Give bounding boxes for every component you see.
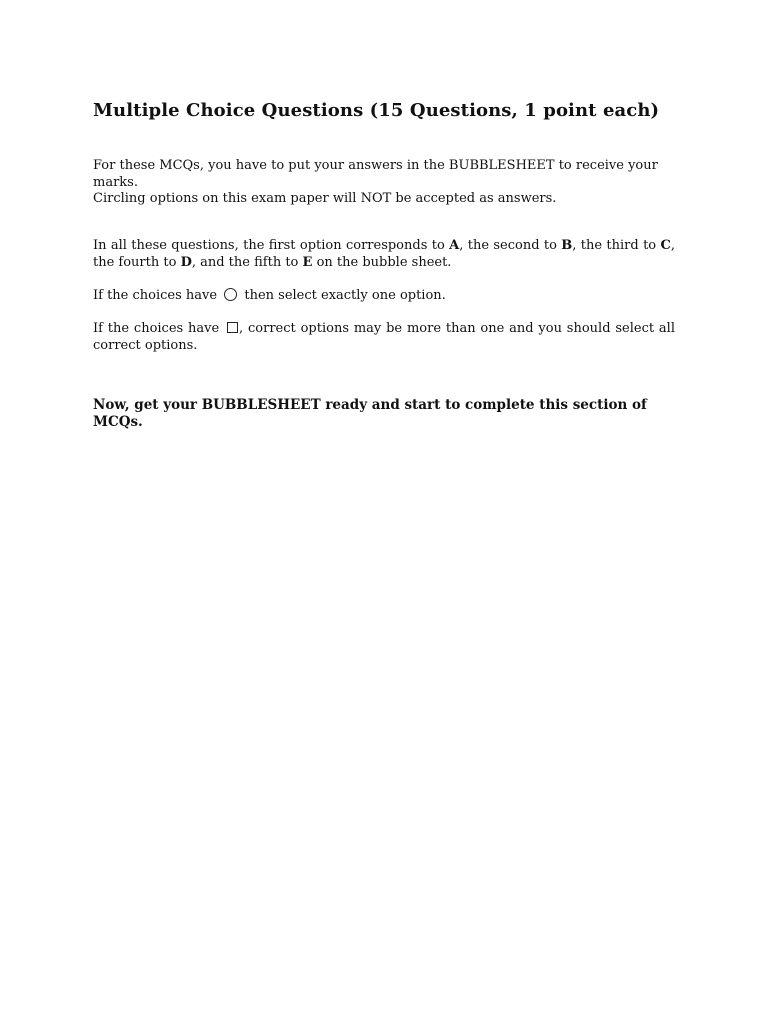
letter-c: C — [660, 238, 671, 253]
letter-b: B — [561, 238, 573, 253]
instruction-multiple-choice — [93, 320, 675, 354]
mapping-text-4: , the fourth to — [93, 238, 675, 270]
instruction-bubblesheet: For these MCQs, you have to put your answers in the BUBBLESHEET to receive your marks. — [93, 158, 658, 190]
instruction-single-choice — [93, 287, 675, 304]
mapping-text-2: , the second to — [459, 238, 562, 253]
circle-icon — [224, 288, 237, 301]
ready-instruction: Now, get your BUBBLESHEET ready and start to complete this section of MCQs. — [93, 397, 647, 430]
section-title: Multiple Choice Questions (15 Questions, 1 point each) — [93, 100, 660, 121]
single-choice-text-before: If the choices have — [93, 288, 222, 303]
instruction-circling: Circling options on this exam paper will NOT be accepted as answers. — [93, 191, 557, 206]
mapping-text-5: , and the fifth to — [191, 255, 303, 270]
letter-d: D — [180, 255, 192, 270]
multi-choice-text-after: , correct options may be more than one and you should select all correct options. — [93, 321, 675, 353]
mapping-text-3: , the third to — [572, 238, 661, 253]
letter-a: A — [449, 238, 460, 253]
mapping-text-6: on the bubble sheet. — [312, 255, 452, 270]
mapping-text-1: In all these questions, the first option corresponds to — [93, 238, 450, 253]
instruction-option-mapping — [93, 237, 675, 271]
single-choice-text-after: then select exactly one option. — [240, 288, 446, 303]
letter-e: E — [302, 255, 313, 270]
square-icon — [227, 322, 238, 333]
multi-choice-text-before: If the choices have — [93, 321, 225, 336]
